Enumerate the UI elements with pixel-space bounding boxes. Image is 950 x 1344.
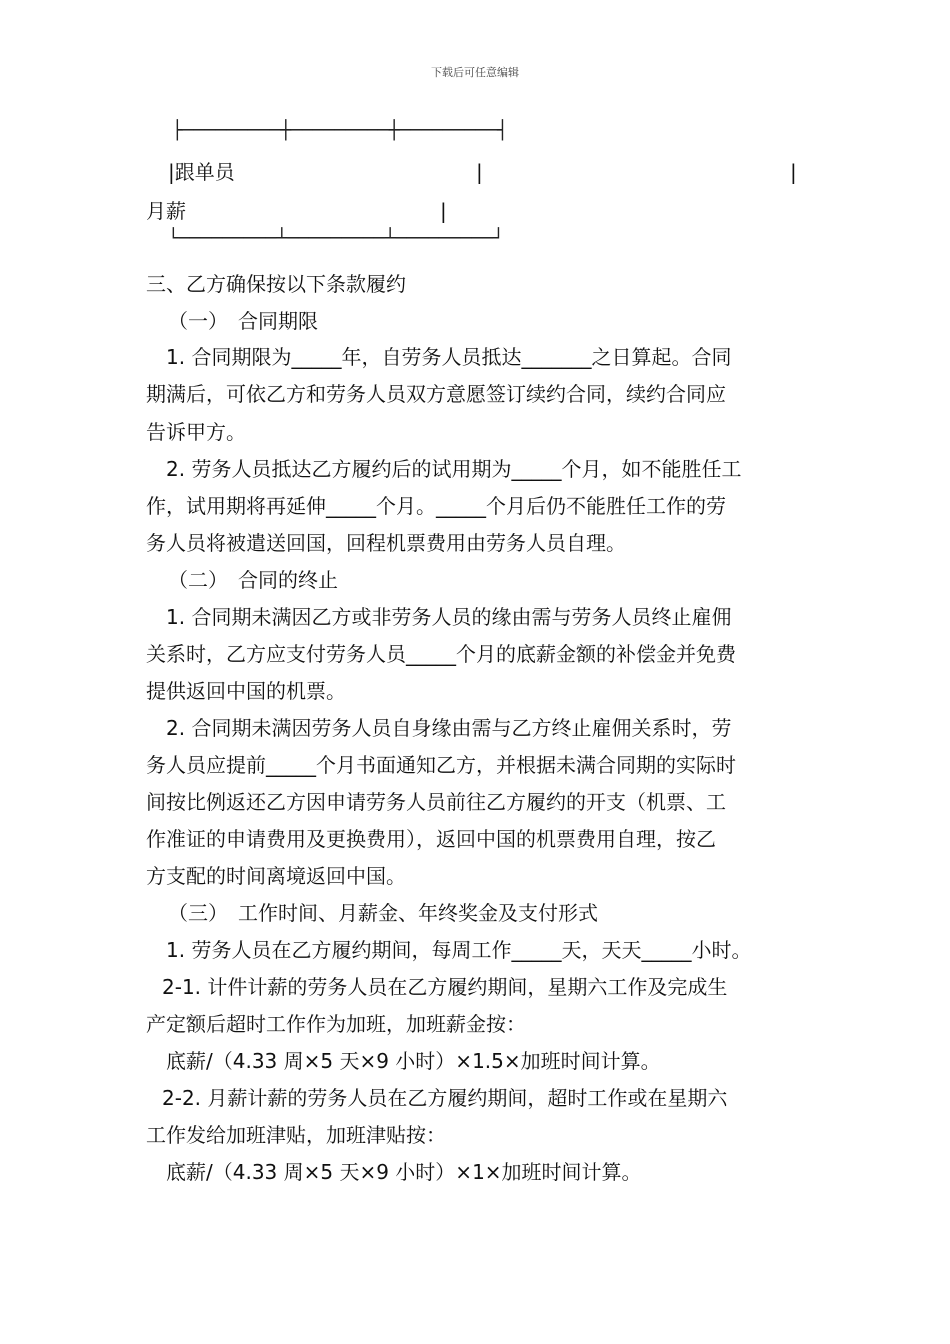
table-row-separator: | xyxy=(440,199,447,223)
paragraph-line: 2-2. 月薪计薪的劳务人员在乙方履约期间，超时工作或在星期六 xyxy=(162,1086,728,1110)
paragraph-line: 务人员将被遣送回国，回程机票费用由劳务人员自理。 xyxy=(146,531,626,555)
paragraph-line: 1. 合同期限为_____年，自劳务人员抵达_______之日算起。合同 xyxy=(166,345,732,369)
subsection-title: （一） 合同期限 xyxy=(168,309,318,333)
section-title: 三、乙方确保按以下条款履约 xyxy=(146,272,406,296)
paragraph-line: 告诉甲方。 xyxy=(146,420,246,444)
table-row-separator: | xyxy=(476,160,483,184)
paragraph-line: 方支配的时间离境返回中国。 xyxy=(146,864,406,888)
paragraph-line: 作，试用期将再延伸_____个月。_____个月后仍不能胜任工作的劳 xyxy=(146,494,726,518)
paragraph-line: 产定额后超时工作作为加班，加班薪金按： xyxy=(146,1012,526,1036)
paragraph-line: 1. 合同期未满因乙方或非劳务人员的缘由需与劳务人员终止雇佣 xyxy=(166,605,732,629)
formula-line: 底薪/（4.33 周×5 天×9 小时）×1×加班时间计算。 xyxy=(166,1160,642,1184)
table-row-label-follower: |跟单员 xyxy=(168,160,235,184)
paragraph-line: 工作发给加班津贴，加班津贴按： xyxy=(146,1123,446,1147)
paragraph-line: 2-1. 计件计薪的劳务人员在乙方履约期间，星期六工作及完成生 xyxy=(162,975,728,999)
table-row-end: | xyxy=(790,160,797,184)
paragraph-line: 作准证的申请费用及更换费用），返回中国的机票费用自理，按乙 xyxy=(146,827,716,851)
subsection-title: （三） 工作时间、月薪金、年终奖金及支付形式 xyxy=(168,901,598,925)
page-header-note: 下载后可任意编辑 xyxy=(431,66,519,79)
table-bottom-border: └─────────┴─────────┴─────────┘ xyxy=(168,228,504,249)
table-row-label-salary: 月薪 xyxy=(146,199,186,223)
paragraph-line: 提供返回中国的机票。 xyxy=(146,679,346,703)
paragraph-line: 间按比例返还乙方因申请劳务人员前往乙方履约的开支（机票、工 xyxy=(146,790,726,814)
table-top-border: ├─────────┼─────────┼─────────┤ xyxy=(172,120,508,141)
formula-line: 底薪/（4.33 周×5 天×9 小时）×1.5×加班时间计算。 xyxy=(166,1049,661,1073)
paragraph-line: 1. 劳务人员在乙方履约期间，每周工作_____天，天天_____小时。 xyxy=(166,938,752,962)
paragraph-line: 2. 劳务人员抵达乙方履约后的试用期为_____个月，如不能胜任工 xyxy=(166,457,742,481)
paragraph-line: 2. 合同期未满因劳务人员自身缘由需与乙方终止雇佣关系时，劳 xyxy=(166,716,732,740)
paragraph-line: 关系时，乙方应支付劳务人员_____个月的底薪金额的补偿金并免费 xyxy=(146,642,736,666)
subsection-title: （二） 合同的终止 xyxy=(168,568,338,592)
paragraph-line: 务人员应提前_____个月书面通知乙方，并根据未满合同期的实际时 xyxy=(146,753,736,777)
paragraph-line: 期满后，可依乙方和劳务人员双方意愿签订续约合同，续约合同应 xyxy=(146,382,726,406)
